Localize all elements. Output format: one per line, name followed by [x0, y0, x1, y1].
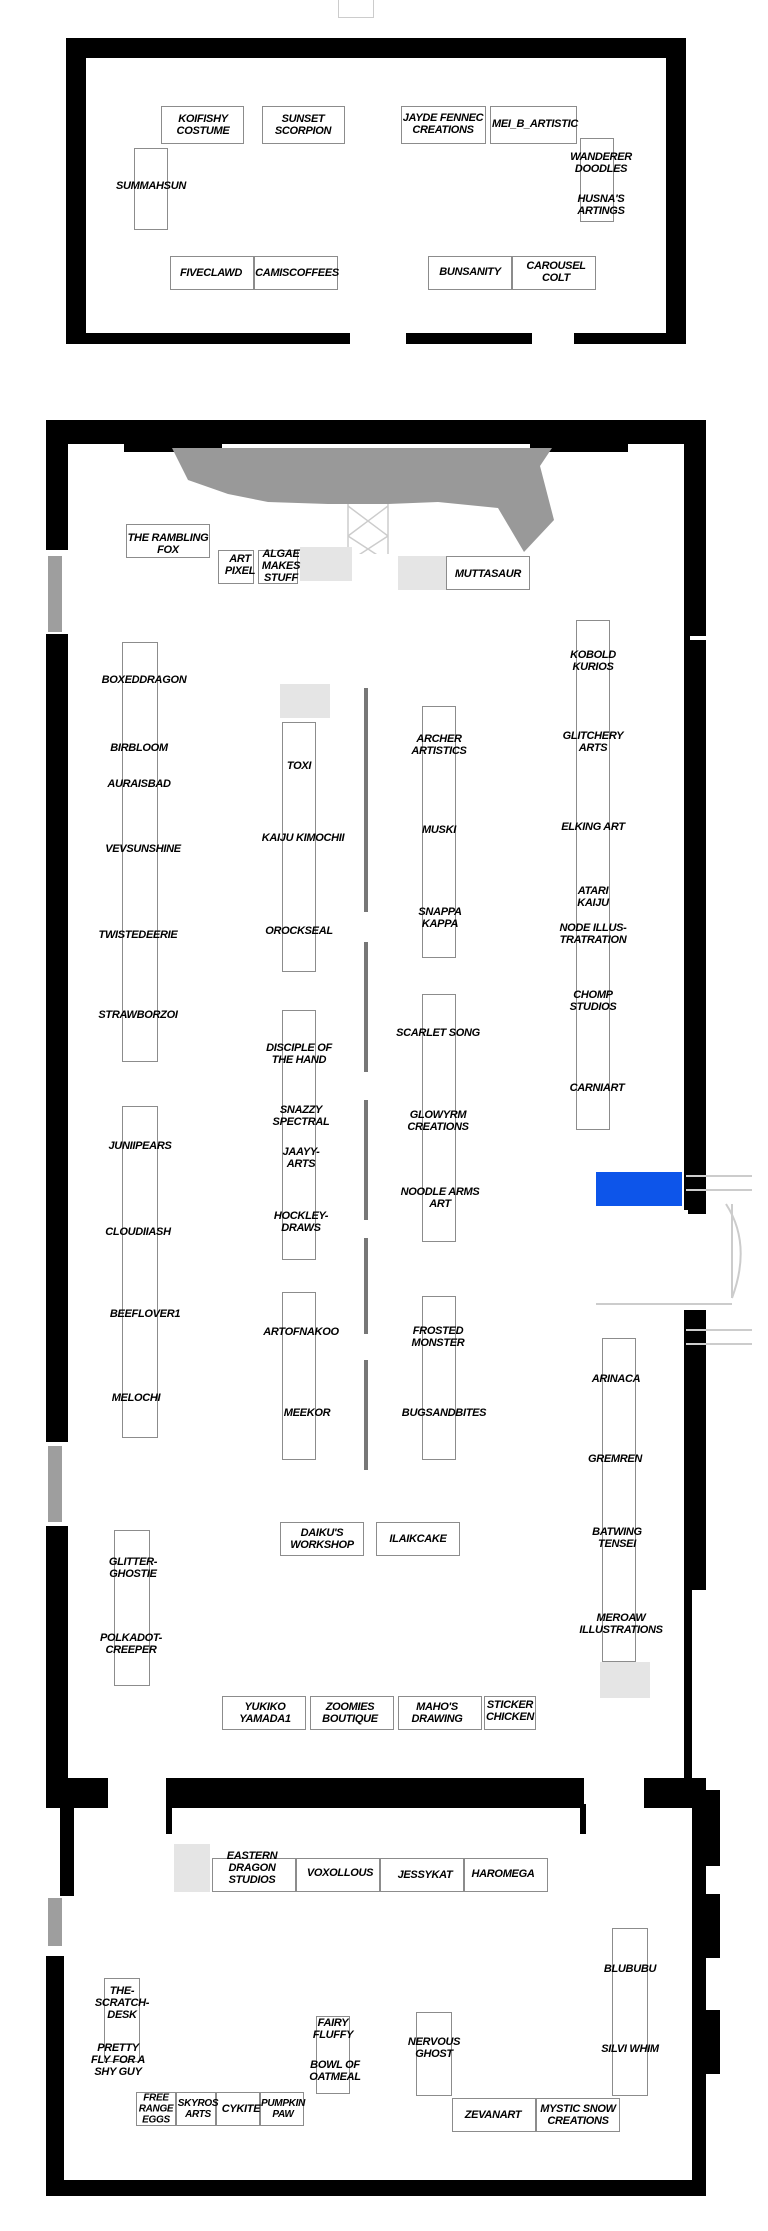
vendor-label-yukiko-yamada1: YUKIKO YAMADA1 [239, 1701, 291, 1725]
vendor-label-sunset-scorpion: SUNSET SCORPION [274, 113, 332, 137]
vendor-label-orockseal: OROCKSEAL [265, 925, 333, 937]
wall [684, 1590, 692, 1786]
wall [46, 420, 68, 550]
vendor-column[interactable] [422, 1296, 456, 1460]
vendor-label-mei-b-artistic: MEI_B_ARTISTIC [491, 118, 579, 130]
vendor-label-algae-makes-stuff: ALGAE MAKES STUFF [261, 548, 301, 584]
vendor-label-birbloom: BIRBLOOM [110, 742, 168, 754]
vendor-label-elking-art: ELKING ART [561, 821, 625, 833]
vendor-label-bunsanity: BUNSANITY [439, 266, 501, 278]
vendor-column[interactable] [122, 1106, 158, 1438]
highlighted-booth[interactable] [596, 1172, 682, 1206]
wall [666, 38, 686, 344]
vendor-label-camiscoffees: CAMISCOFFEES [255, 267, 339, 279]
vendor-label-polkadot-creeper: POLKADOT- CREEPER [99, 1632, 163, 1656]
vendor-label-artofnakoo: ARTOFNAKOO [263, 1326, 339, 1338]
vendor-label-mahos-drawing: MAHO'S DRAWING [411, 1701, 463, 1725]
vendor-column[interactable] [576, 620, 610, 1130]
vendor-label-zevanart: ZEVANART [464, 2109, 522, 2121]
vendor-label-pretty-fly-for-a-shy-guy: PRETTY FLY FOR A SHY GUY [91, 2042, 145, 2078]
vendor-label-blububu: BLUBUBU [603, 1963, 657, 1975]
vendor-label-ilaikcake: ILAIKCAKE [389, 1533, 447, 1545]
wall [60, 1804, 74, 1896]
side-door [48, 1446, 62, 1522]
vendor-label-cloudiiash: CLOUDIIASH [105, 1226, 171, 1238]
vendor-label-daikus-workshop: DAIKU'S WORKSHOP [290, 1527, 354, 1551]
wall [574, 333, 686, 344]
vendor-label-pumpkin-paw: PUMPKIN PAW [260, 2098, 306, 2120]
vendor-label-kobold-kurios: KOBOLD KURIOS [570, 649, 616, 673]
vendor-label-glitter-ghostie: GLITTER- GHOSTIE [108, 1556, 158, 1580]
vendor-label-melochi: MELOCHI [111, 1392, 161, 1404]
vendor-label-vevsunshine: VEVSUNSHINE [105, 843, 181, 855]
wall [66, 38, 86, 344]
wall [406, 333, 532, 344]
wall [684, 420, 706, 636]
wall [166, 1804, 172, 1834]
vendor-label-archer-artistics: ARCHER ARTISTICS [411, 733, 467, 757]
vendor-column[interactable] [114, 1530, 150, 1686]
vendor-label-twistedeerie: TWISTEDEERIE [98, 929, 178, 941]
vendor-label-wanderer-doodles: WANDERER DOODLES [570, 151, 632, 175]
side-door [48, 1898, 62, 1946]
wall [700, 2010, 720, 2074]
vendor-label-the-scratch-desk: THE- SCRATCH- DESK [94, 1985, 150, 2021]
grey-area [280, 684, 330, 718]
vendor-label-scarlet-song: SCARLET SONG [396, 1027, 480, 1039]
vendor-label-muttasaur: MUTTASAUR [454, 568, 522, 580]
partition-wall [364, 688, 368, 912]
wall [66, 38, 686, 58]
grey-area [300, 547, 352, 581]
vendor-label-rambling-fox: THE RAMBLING FOX [127, 532, 209, 556]
vendor-label-batwing-tensei: BATWING TENSEI [592, 1526, 642, 1550]
vendor-label-jessykat: JESSYKAT [397, 1869, 453, 1881]
vendor-label-auraisbad: AURAISBAD [107, 778, 171, 790]
vendor-label-meekor: MEEKOR [283, 1407, 331, 1419]
vendor-column[interactable] [282, 1292, 316, 1460]
vendor-label-fairy-fluffy: FAIRY FLUFFY [312, 2017, 354, 2041]
vendor-label-skyros-arts: SKYROS ARTS [177, 2098, 219, 2120]
vendor-label-frosted-monster: FROSTED MONSTER [411, 1325, 465, 1349]
vendor-label-zoomies-boutique: ZOOMIES BOUTIQUE [322, 1701, 378, 1725]
vendor-label-disciple-of-the-hand: DISCIPLE OF THE HAND [266, 1042, 332, 1066]
partition-wall [364, 1238, 368, 1334]
vendor-label-fiveclawd: FIVECLAWD [179, 267, 243, 279]
vendor-label-carniart: CARNIART [569, 1082, 625, 1094]
wall [46, 2180, 706, 2196]
stage-area [168, 444, 568, 554]
vendor-label-silvi-whim: SILVI WHIM [601, 2043, 659, 2055]
vendor-label-chomp-studios: CHOMP STUDIOS [569, 989, 617, 1013]
vendor-label-haromega: HAROMEGA [471, 1868, 535, 1880]
vendor-label-art-pixel: ART PIXEL [224, 553, 256, 577]
wall [700, 1894, 720, 1958]
vendor-label-toxi: TOXI [286, 760, 312, 772]
vendor-label-carousel-colt: CAROUSEL COLT [526, 260, 586, 284]
wall [46, 1526, 68, 1778]
vendor-label-noodle-arms-art: NOODLE ARMS ART [400, 1186, 480, 1210]
vendor-label-koifishy: KOIFISHY COSTUME [176, 113, 230, 137]
wall [684, 1310, 706, 1590]
partition-wall [364, 1100, 368, 1220]
wall [46, 1778, 108, 1808]
vendor-label-voxollous: VOXOLLOUS [306, 1867, 374, 1879]
vendor-label-strawborzoi: STRAWBORZOI [98, 1009, 178, 1021]
partition-wall [364, 1360, 368, 1470]
side-door [48, 556, 62, 632]
wall [46, 1956, 64, 2196]
vendor-label-mystic-snow-creations: MYSTIC SNOW CREATIONS [540, 2103, 616, 2127]
vendor-label-cykite: CYKITE [221, 2103, 261, 2115]
vendor-label-jayde-fennec: JAYDE FENNEC CREATIONS [402, 112, 484, 136]
grey-area [600, 1662, 650, 1698]
vendor-label-snazzy-spectral: SNAZZY SPECTRAL [272, 1104, 330, 1128]
wall [580, 1804, 586, 1834]
vendor-label-jaayy-arts: JAAYY- ARTS [282, 1146, 320, 1170]
vendor-label-summahsun: SUMMAHSUN [115, 180, 187, 192]
vendor-label-arinaca: ARINACA [591, 1373, 641, 1385]
wall [166, 1778, 584, 1808]
vendor-label-meroaw-illustrations: MEROAW ILLUSTRATIONS [579, 1612, 663, 1636]
vendor-label-muski: MUSKI [422, 824, 456, 836]
vendor-label-sticker-chicken: STICKER CHICKEN [485, 1699, 535, 1723]
vendor-label-bowl-of-oatmeal: BOWL OF OATMEAL [309, 2059, 361, 2083]
vendor-label-juniipears: JUNIIPEARS [108, 1140, 172, 1152]
vendor-label-beeflover1: BEEFLOVER1 [109, 1308, 181, 1320]
vendor-label-hockley-draws: HOCKLEY- DRAWS [273, 1210, 329, 1234]
vendor-label-atari-kaiju: ATARI KAIJU [577, 885, 609, 909]
vendor-label-free-range-eggs: FREE RANGE EGGS [138, 2092, 174, 2126]
vendor-label-bugsandbites: BUGSANDBITES [401, 1407, 487, 1419]
vendor-label-nervous-ghost: NERVOUS GHOST [407, 2036, 461, 2060]
wall [700, 1790, 720, 1866]
vendor-label-eastern-dragon-studios: EASTERN DRAGON STUDIOS [226, 1850, 278, 1886]
grey-area [398, 556, 448, 590]
vendor-label-node-illustration: NODE ILLUS- TRATRATION [559, 922, 627, 946]
vendor-label-husnas-artings: HUSNA'S ARTINGS [577, 193, 625, 217]
wall [66, 333, 350, 344]
vendor-label-glowyrm-creations: GLOWYRM CREATIONS [407, 1109, 469, 1133]
vendor-label-boxeddragon: BOXEDDRAGON [101, 674, 187, 686]
entry-marker [338, 0, 374, 18]
wall [688, 640, 706, 1214]
vendor-label-gremren: GREMREN [587, 1453, 643, 1465]
vendor-label-snappa-kappa: SNAPPA KAPPA [418, 906, 462, 930]
vendor-column[interactable] [612, 1928, 648, 2096]
wall [46, 634, 68, 1442]
vendor-label-glitchery-arts: GLITCHERY ARTS [562, 730, 624, 754]
vendor-label-kaiju-kimochii: KAIJU KIMOCHII [261, 832, 345, 844]
grey-area [174, 1844, 210, 1892]
partition-wall [364, 942, 368, 1072]
